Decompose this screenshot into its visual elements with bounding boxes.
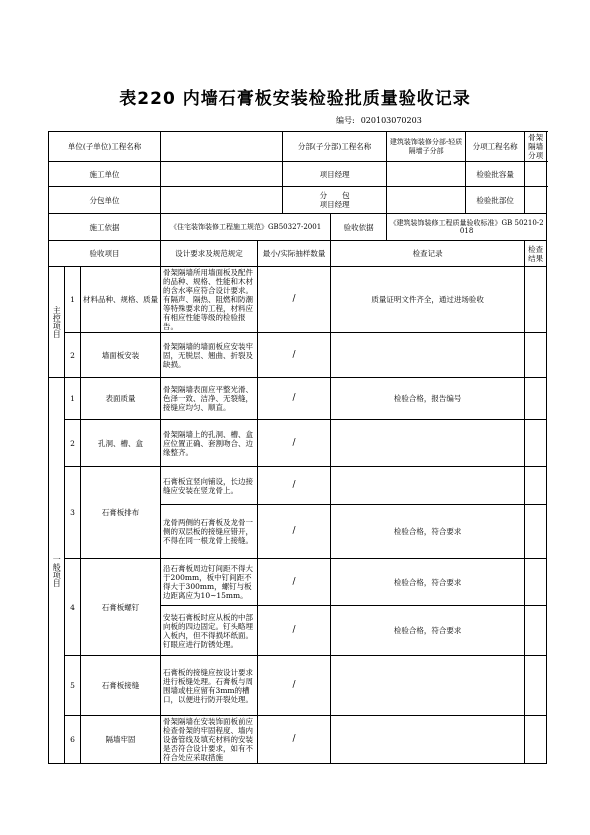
row-sample: / <box>258 333 331 378</box>
row-item-name: 表面质量 <box>81 378 161 420</box>
row-requirement: 石膏板的接缝应按设计要求进行板缝处理。石膏板与周围墙或柱应留有3mm的槽口，以便进行防开裂处理。 <box>161 656 258 716</box>
row-item-name: 石膏板螺钉 <box>81 559 161 656</box>
inspection-table <box>48 131 547 764</box>
row-result <box>525 559 547 606</box>
col-sample-header: 最小/实际抽样数量 <box>258 241 331 267</box>
acceptance-basis-value: 《建筑装饰装修工程质量验收标准》GB 50210-2018 <box>387 214 547 241</box>
general-items-label: 一般项目 <box>49 378 65 764</box>
pm-label: 项目经理 <box>283 162 387 187</box>
row-no: 2 <box>65 333 81 378</box>
row-record: 检验合格，符合要求 <box>331 606 525 656</box>
row-record <box>331 716 525 764</box>
row-item-name: 材料品种、规格、质量 <box>81 267 161 333</box>
row-item-name: 石膏板排布 <box>81 467 161 559</box>
row-record <box>331 333 525 378</box>
header-row-subcontractor <box>49 187 547 214</box>
batch-capacity-label: 检验批容量 <box>466 162 525 187</box>
batch-part-value <box>525 187 547 214</box>
table-row <box>49 333 547 378</box>
table-row <box>49 378 547 420</box>
row-no: 4 <box>65 559 81 656</box>
row-requirement: 骨架隔墙在安装饰面板前应检查骨架的牢固程度、墙内设备管线及填充材料的安装是否符合设计要求，如有不符合处应采取措施 <box>161 716 258 764</box>
table-row <box>49 467 547 505</box>
row-requirement: 沿石膏板周边钉间距不得大于200mm，板中钉间距不得大于300mm，螺钉与板边距离应为10~15mm。 <box>161 559 258 606</box>
row-result <box>525 378 547 420</box>
row-record <box>331 420 525 467</box>
code-label: 编号: <box>336 116 355 125</box>
row-result <box>525 606 547 656</box>
row-requirement: 骨架隔墙上的孔洞、槽、盒应位置正确、套割吻合、边缘整齐。 <box>161 420 258 467</box>
row-record: 质量证明文件齐全，通过进场验收 <box>331 267 525 333</box>
acceptance-basis-label: 验收依据 <box>331 214 387 241</box>
row-sample: / <box>258 505 331 559</box>
row-result <box>525 267 547 333</box>
code-value: 020103070203 <box>360 116 422 125</box>
pm-value <box>387 162 466 187</box>
row-item-name: 石膏板接缝 <box>81 656 161 716</box>
row-sample: / <box>258 467 331 505</box>
table-row <box>49 267 547 333</box>
sub-project-label: 分部(子分部)工程名称 <box>283 132 387 162</box>
row-record <box>331 656 525 716</box>
item-project-label: 分项工程名称 <box>466 132 525 162</box>
row-sample: / <box>258 559 331 606</box>
row-no: 6 <box>65 716 81 764</box>
table-row <box>49 716 547 764</box>
sub-pm-label <box>283 187 387 214</box>
table-row <box>49 656 547 716</box>
row-result <box>525 420 547 467</box>
row-no: 2 <box>65 420 81 467</box>
subcontractor-value <box>161 187 283 214</box>
header-row-basis <box>49 214 547 241</box>
subcontractor-label: 分包单位 <box>49 187 161 214</box>
unit-project-label: 单位(子单位)工程名称 <box>49 132 161 162</box>
row-record: 检验合格，报告编号 <box>331 378 525 420</box>
row-result <box>525 467 547 505</box>
row-result <box>525 333 547 378</box>
header-row-project <box>49 132 547 162</box>
col-result-header: 检查结果 <box>525 241 547 267</box>
col-item-header: 验收项目 <box>49 241 161 267</box>
batch-part-label: 检验批部位 <box>466 187 525 214</box>
sub-pm-value <box>387 187 466 214</box>
unit-project-value <box>161 132 283 162</box>
row-result <box>525 656 547 716</box>
sub-pm-label-line1: 分 包 <box>319 191 350 200</box>
table-row <box>49 559 547 606</box>
contractor-label: 施工单位 <box>49 162 161 187</box>
main-items-label: 主控项目 <box>49 267 65 378</box>
row-sample: / <box>258 378 331 420</box>
row-no: 3 <box>65 467 81 559</box>
row-no: 5 <box>65 656 81 716</box>
row-sample: / <box>258 606 331 656</box>
row-requirement: 骨架隔墙的墙面板应安装牢固，无脱层、翘曲、折裂及缺损。 <box>161 333 258 378</box>
row-requirement: 石膏板宜竖向铺设，长边接缝应安装在竖龙骨上。 <box>161 467 258 505</box>
header-row-contractor <box>49 162 547 187</box>
form-code <box>336 115 422 126</box>
item-project-value: 骨架隔墙分项 <box>525 132 547 162</box>
row-requirement: 安装石膏板时应从板的中部向板的四边固定。钉头略埋入板内，但不得损坏纸面。钉眼应进行防锈处理。 <box>161 606 258 656</box>
page-title: 表220 内墙石膏板安装检验批质量验收记录 <box>119 89 471 109</box>
sub-project-value: 建筑装饰装修分部-轻质隔墙子分部 <box>387 132 466 162</box>
row-sample: / <box>258 420 331 467</box>
row-item-name: 隔墙牢固 <box>81 716 161 764</box>
row-requirement: 龙骨两侧的石膏板及龙骨一侧的双层板的接缝应错开，不得在同一根龙骨上接缝。 <box>161 505 258 559</box>
row-requirement: 骨架隔墙表面应平整光滑、色泽一致、洁净、无裂缝，接缝应均匀、顺直。 <box>161 378 258 420</box>
construction-basis-label: 施工依据 <box>49 214 161 241</box>
col-requirement-header: 设计要求及规范规定 <box>161 241 258 267</box>
row-no: 1 <box>65 378 81 420</box>
sub-pm-label-line2: 项目经理 <box>319 200 350 209</box>
row-item-name: 孔洞、槽、盒 <box>81 420 161 467</box>
row-sample: / <box>258 656 331 716</box>
row-record: 检验合格，符合要求 <box>331 559 525 606</box>
batch-capacity-value <box>525 162 547 187</box>
row-sample: / <box>258 716 331 764</box>
row-result <box>525 505 547 559</box>
col-record-header: 检查记录 <box>331 241 525 267</box>
row-item-name: 墙面板安装 <box>81 333 161 378</box>
row-requirement: 骨架隔墙所用墙面板及配件的品种、规格、性能和木材的含水率应符合设计要求。有隔声、隔热、阻燃和防潮等特殊要求的工程，材料应有相应性能等级的检验报告。 <box>161 267 258 333</box>
column-header-row <box>49 241 547 267</box>
row-record <box>331 467 525 505</box>
table-row <box>49 420 547 467</box>
row-record: 检验合格，符合要求 <box>331 505 525 559</box>
construction-basis-value: 《住宅装饰装修工程施工规范》GB50327-2001 <box>161 214 331 241</box>
row-no: 1 <box>65 267 81 333</box>
row-result <box>525 716 547 764</box>
row-sample: / <box>258 267 331 333</box>
contractor-value <box>161 162 283 187</box>
